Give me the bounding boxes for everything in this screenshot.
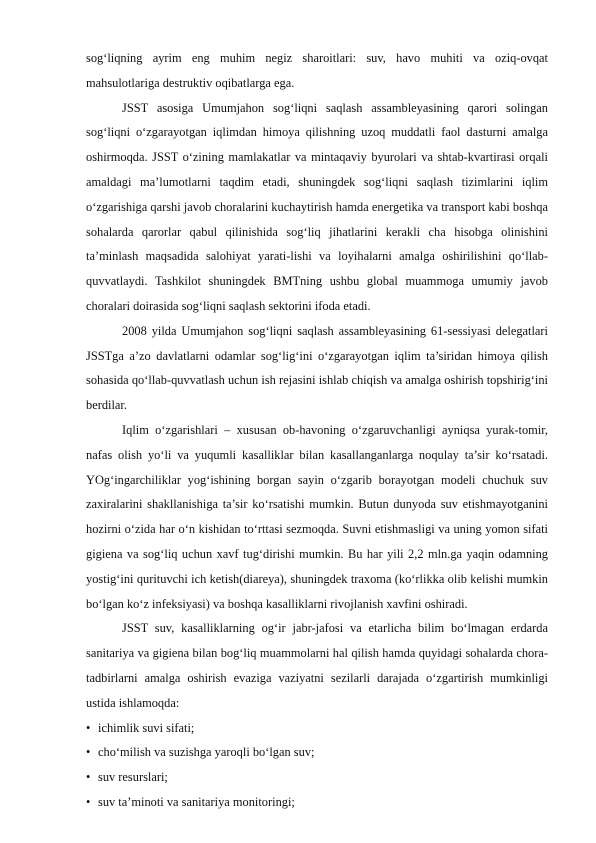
list-item bbox=[86, 716, 548, 741]
bullet-icon: • bbox=[86, 720, 91, 735]
bullet-list bbox=[86, 716, 548, 815]
list-item-text: suv resurslari; bbox=[98, 770, 168, 785]
paragraph-jsst-water-work: JSST suv, kasalliklarning og‘ir jabr-jafosi va etarlicha bilim bo‘lmagan erdarda sanitariya va gigiena bilan bog‘liq muammolarni hal qilish hamda quyidagi sohalarda chora-tadbirlarni amalga oshirish evaziga vaziyatni sezilarli darajada o‘zgartirish mumkinligi ustida ishlamoqda: bbox=[86, 621, 548, 710]
list-item-text: ichimlik suvi sifati; bbox=[98, 720, 195, 735]
paragraph-jsst-program: JSST asosiga Umumjahon sog‘liqni saqlash assambleyasining qarori solingan sog‘liqni o‘zgarayotgan iqlimdan himoya qilishning uzoq muddatli faol dasturni amalga oshirmoqda. JSST o‘zining mamlakatlar va mintaqaviy byurolari va shtab-kvartirasi orqali amaldagi ma’lumotlarni taqdim etadi, shuningdek sog‘liqni saqlash tizimlarini iqlim o‘zgarishiga qarshi javob choralarini kuchaytirish hamda energetika va transport kabi boshqa sohalarda qarorlar qabul qilinishida sog‘liq jihatlarini kerakli cha hisobga olinishini ta’minlash maqsadida salohiyat yarati-lishi va loyihalarni amalga oshirilishini qo‘llab-quvvatlaydi. Tashkilot shuningdek BMTning ushbu global muammoga umumiy javob choralari doirasida sog‘liqni saqlash sektorini ifoda etadi. bbox=[86, 100, 548, 313]
paragraph-continuation: sog‘liqning ayrim eng muhim negiz sharoitlari: suv, havo muhiti va oziq-ovqat mahsulotlariga destruktiv oqibatlarga ega. bbox=[86, 51, 548, 90]
bullet-icon: • bbox=[86, 770, 91, 785]
bullet-icon: • bbox=[86, 745, 91, 760]
list-item bbox=[86, 790, 548, 815]
paragraph-2008-session: 2008 yilda Umumjahon sog‘liqni saqlash assambleyasining 61-sessiyasi delegatlari JSSTga a’zo davlatlarni odamlar sog‘lig‘ini o‘zgarayotgan iqlim ta’siridan himoya qilish sohasida qo‘llab-quvvatlash uchun ish rejasini ishlab chiqish va amalga oshirish topshirig‘ini berdilar. bbox=[86, 323, 548, 413]
list-item-text: suv ta’minoti va sanitariya monitoringi; bbox=[98, 794, 295, 809]
list-item bbox=[86, 765, 548, 790]
bullet-icon: • bbox=[86, 794, 91, 809]
list-item bbox=[86, 740, 548, 765]
paragraph-climate-effects: Iqlim o‘zgarishlari – xususan ob-havoning o‘zgaruvchanligi ayniqsa yurak-tomir, nafas olish yo‘li va yuqumli kasalliklar bilan kasallanganlarga noqulay ta’sir ko‘rsatadi. YOg‘ingarchiliklar yog‘ishining borgan sayin o‘zgarib borayotgan modeli chuchuk suv zaxiralarini shakllanishiga ta’sir ko‘rsatishi mumkin. Butun dunyoda suv etishmayotganini hozirni o‘zida har o‘n kishidan to‘rttasi sezmoqda. Suvni etishmasligi va uning yomon sifati gigiena va sog‘liq uchun xavf tug‘dirishi mumkin. Bu har yili 2,2 mln.ga yaqin odamning yostig‘ini qurituvchi ich ketish(diareya), shuningdek traxoma (ko‘rlikka olib kelishi mumkin bo‘lgan ko‘z infeksiyasi) va boshqa kasalliklarni rivojlanish xavfini oshiradi. bbox=[86, 422, 548, 611]
list-item-text: cho‘milish va suzishga yaroqli bo‘lgan suv; bbox=[98, 745, 315, 760]
